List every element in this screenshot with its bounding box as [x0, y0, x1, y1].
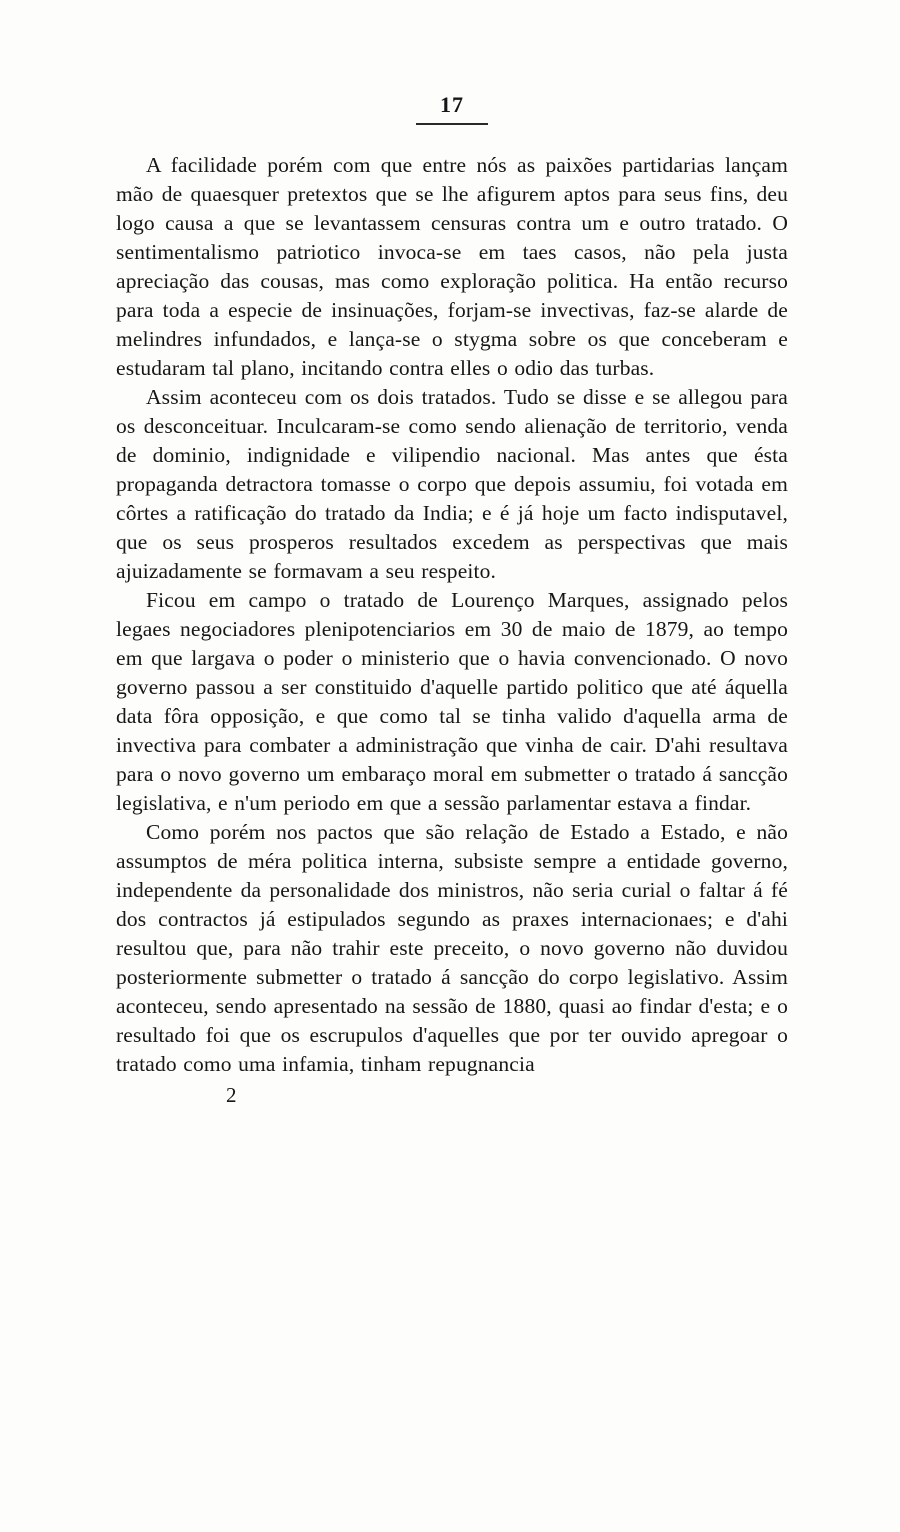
signature-mark: 2 — [226, 1083, 237, 1107]
page-header — [116, 92, 788, 125]
paragraph: Assim aconteceu com os dois tratados. Tudo se disse e se allegou para os desconceituar. Inculcaram-se como sendo alienação de territorio, venda de dominio, indignidade e vilipendio nacional. Mas antes que ésta propaganda detractora tomasse o corpo que depois assumiu, foi votada em côrtes a ratificação do tratado da India; e é já hoje um facto indisputavel, que os seus prosperos resultados excedem as perspectivas que mais ajuizadamente se formavam a seu respeito. — [116, 385, 788, 583]
paragraph: Ficou em campo o tratado de Lourenço Marques, assignado pelos legaes negociadores plenipotenciarios em 30 de maio de 1879, ao tempo em que largava o poder o ministerio que o havia convencionado. O novo governo passou a ser constituido d'aquelle partido politico que até áquella data fôra opposição, e que como tal se tinha valido d'aquella arma de invectiva para combater a administração que vinha de cair. D'ahi resultava para o novo governo um embaraço moral em submetter o tratado á sancção legislativa, e n'um periodo em que a sessão parlamentar estava a findar. — [116, 588, 788, 815]
text-block — [116, 151, 788, 1079]
page-number: 17 — [416, 92, 488, 125]
paragraph: A facilidade porém com que entre nós as paixões partidarias lançam mão de quaesquer pretextos que se lhe afigurem aptos para seus fins, deu logo causa a que se levantassem censuras contra um e outro tratado. O sentimentalismo patriotico invoca-se em taes casos, não pela justa apreciação das cousas, mas como exploração politica. Ha então recurso para toda a especie de insinuações, forjam-se invectivas, faz-se alarde de melindres infundados, e lança-se o stygma sobre os que conceberam e estudaram tal plano, incitando contra elles o odio das turbas. — [116, 153, 788, 380]
paragraph: Como porém nos pactos que são relação de Estado a Estado, e não assumptos de méra politica interna, subsiste sempre a entidade governo, independente da personalidade dos ministros, não seria curial o faltar á fé dos contractos já estipulados segundo as praxes internacionaes; e d'ahi resultou que, para não trahir este preceito, o novo governo não duvidou posteriormente submetter o tratado á sancção do corpo legislativo. Assim aconteceu, sendo apresentado na sessão de 1880, quasi ao findar d'esta; e o resultado foi que os escrupulos d'aquelles que por ter ouvido apregoar o tratado como uma infamia, tinham repugnancia — [116, 820, 788, 1076]
